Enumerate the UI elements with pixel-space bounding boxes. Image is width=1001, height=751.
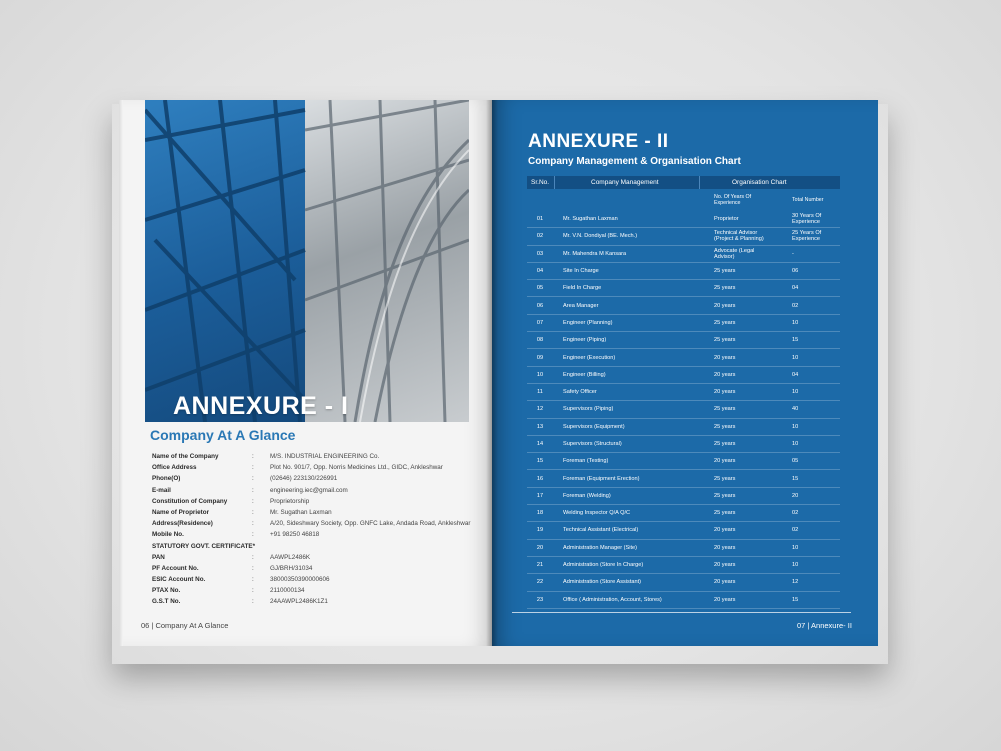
table-row: [527, 522, 840, 539]
table-row: [527, 315, 840, 332]
info-separator: :: [252, 598, 254, 606]
hero-image: [145, 100, 469, 422]
row-total-number: 15: [792, 475, 799, 482]
row-sr-no: 13: [536, 423, 544, 430]
row-total-number: 25 Years Of Experience: [792, 230, 822, 243]
row-sr-no: 20: [536, 544, 544, 551]
info-value: Proprietorship: [270, 497, 310, 505]
table-row: [527, 592, 840, 609]
row-experience: 25 years: [714, 510, 736, 517]
info-separator: :: [252, 576, 254, 584]
row-total-number: 15: [792, 337, 799, 344]
hero-title: ANNEXURE - I: [173, 392, 349, 420]
table-row: [527, 263, 840, 280]
row-sr-no: 21: [536, 562, 544, 569]
info-row: [152, 451, 482, 462]
table-row: [527, 228, 840, 245]
info-value: M/S. INDUSTRIAL ENGINEERING Co.: [270, 453, 380, 460]
row-total-number: 12: [792, 579, 799, 586]
info-separator: :: [252, 553, 254, 561]
row-experience: 20 years: [714, 562, 736, 569]
left-page: [119, 100, 492, 646]
row-position: Foreman (Equipment Erection): [563, 475, 640, 482]
left-subtitle: Company At A Glance: [150, 427, 296, 443]
table-row: [527, 540, 840, 557]
info-separator: :: [252, 531, 254, 539]
table-header: [527, 176, 840, 189]
row-sr-no: 17: [536, 492, 544, 499]
info-separator: :: [252, 486, 254, 494]
row-position: Mr. Mahendra M Kansara: [563, 250, 627, 257]
info-label: PTAX No.: [152, 587, 181, 595]
row-total-number: 05: [792, 458, 799, 465]
row-position: Area Manager: [563, 302, 599, 309]
subheader-total-number: Total Number: [792, 197, 824, 203]
info-label: Office Address: [152, 464, 197, 472]
row-total-number: 02: [792, 527, 799, 534]
steel-structure-graphic: [145, 100, 469, 422]
row-sr-no: 04: [536, 268, 544, 275]
page-edge: [119, 100, 123, 646]
info-row: [152, 462, 482, 473]
row-position: Engineer (Billing): [563, 371, 606, 378]
info-value: [270, 541, 482, 552]
info-separator: :: [252, 564, 254, 572]
row-experience: Technical Advisor (Project & Planning): [714, 230, 764, 243]
table-row: [527, 453, 840, 470]
row-position: Foreman (Welding): [563, 492, 611, 499]
right-page: [492, 100, 878, 646]
row-experience: 25 years: [714, 423, 736, 430]
row-experience: Advocate (Legal Advisor): [714, 247, 755, 260]
info-row: [152, 574, 482, 585]
row-total-number: 02: [792, 510, 799, 517]
table-row: [527, 384, 840, 401]
row-total-number: 10: [792, 319, 799, 326]
row-experience: 20 years: [714, 354, 736, 361]
table-row: [527, 246, 840, 263]
info-value: (02646) 223130/226991: [270, 475, 338, 483]
info-label: Mobile No.: [152, 531, 184, 539]
row-total-number: 10: [792, 562, 799, 569]
row-sr-no: 11: [537, 389, 543, 396]
row-position: Engineer (Piping): [563, 337, 607, 344]
row-position: Supervisors (Piping): [563, 406, 614, 413]
info-separator: :: [252, 475, 254, 483]
row-experience: 25 years: [714, 319, 736, 326]
row-position: Mr. Sugathan Laxman: [563, 216, 618, 223]
row-sr-no: 08: [536, 337, 544, 344]
table-row: [527, 574, 840, 591]
row-experience: 20 years: [714, 579, 736, 586]
info-value: Mr. Sugathan Laxman: [270, 508, 332, 516]
row-experience: 25 years: [714, 337, 736, 344]
table-row: [527, 488, 840, 505]
row-sr-no: 14: [536, 441, 544, 447]
info-label: PAN: [152, 553, 165, 561]
table-row: [527, 332, 840, 349]
row-sr-no: 01: [536, 216, 544, 223]
info-row: [152, 563, 482, 574]
table-row: [527, 367, 840, 384]
company-info-list: [152, 451, 482, 608]
info-label: E-mail: [152, 486, 171, 494]
left-footer: 06 | Company At A Glance: [141, 621, 229, 630]
row-total-number: 20: [792, 492, 799, 499]
row-experience: 25 years: [714, 441, 736, 447]
row-total-number: 15: [792, 596, 799, 603]
right-title: ANNEXURE - II: [528, 131, 669, 152]
row-experience: 20 years: [714, 371, 736, 378]
info-value: 38000350390000606: [270, 576, 330, 584]
info-label: Phone(O): [152, 475, 181, 483]
row-total-number: 10: [792, 354, 799, 361]
info-separator: :: [252, 497, 254, 505]
info-row: [152, 596, 482, 607]
table-row: [527, 401, 840, 418]
row-position: Administration (Store Assistant): [563, 579, 642, 586]
row-position: Administration Manager (Site): [563, 544, 637, 551]
info-label: Name of the Company: [152, 453, 219, 460]
footer-rule: [512, 612, 851, 613]
row-total-number: 10: [792, 389, 799, 396]
book-gutter: [486, 100, 498, 646]
info-row: [152, 485, 482, 496]
row-sr-no: 06: [536, 302, 544, 309]
row-experience: 20 years: [714, 527, 736, 534]
info-value: GJ/BRH/31034: [270, 564, 313, 572]
info-value: 24AAWPL2486K1Z1: [270, 598, 328, 606]
info-row: [152, 552, 482, 563]
info-separator: :: [252, 520, 254, 528]
row-total-number: -: [792, 250, 794, 257]
row-position: Foreman (Testing): [563, 458, 609, 465]
table-row: [527, 505, 840, 522]
row-sr-no: 05: [536, 285, 544, 292]
info-value: +91 98250 46818: [270, 531, 320, 539]
info-value: A/20, Sideshwary Society, Opp. GNFC Lake, Andada Road, Ankleshwar: [270, 520, 471, 528]
row-position: Technical Assistant (Electrical): [563, 527, 639, 534]
info-row: [152, 529, 482, 540]
info-separator: :: [252, 587, 254, 595]
header-company-management: Company Management: [591, 179, 659, 186]
row-experience: 25 years: [714, 475, 736, 482]
row-sr-no: 23: [536, 596, 544, 603]
row-position: Mr. V.N. Dondiyal (BE. Mech.): [563, 233, 638, 240]
row-position: Welding Inspector Q/A Q/C: [563, 510, 631, 517]
row-sr-no: 18: [536, 510, 544, 517]
header-sr-no: Sr.No.: [531, 179, 550, 186]
row-total-number: 10: [792, 441, 799, 447]
row-total-number: 02: [792, 302, 799, 309]
row-total-number: 40: [792, 406, 799, 413]
row-sr-no: 12: [536, 406, 544, 413]
row-sr-no: 09: [536, 354, 544, 361]
row-position: Administration (Store In Charge): [563, 562, 644, 569]
info-label: STATUTORY GOVT. CERTIFICATE*: [152, 542, 256, 550]
table-row: [527, 557, 840, 574]
info-separator: [252, 541, 270, 552]
row-experience: 25 years: [714, 406, 736, 413]
row-position: Field In Charge: [563, 285, 602, 292]
table-row: [527, 297, 840, 314]
row-sr-no: 16: [536, 475, 544, 482]
row-position: Engineer (Planning): [563, 319, 613, 326]
row-position: Engineer (Execution): [563, 354, 616, 361]
row-total-number: 30 Years Of Experience: [792, 213, 822, 226]
row-experience: 25 years: [714, 268, 736, 275]
info-row: [152, 541, 482, 552]
table-row: [527, 419, 840, 436]
info-value: engineering.iec@gmail.com: [270, 486, 348, 494]
header-organisation-chart: Organisation Chart: [732, 179, 787, 186]
table-row: [527, 436, 840, 453]
row-position: Site In Charge: [563, 268, 599, 275]
row-experience: 25 years: [714, 492, 736, 499]
info-label: Address(Residence): [152, 520, 213, 528]
info-row: [152, 496, 482, 507]
row-sr-no: 02: [536, 233, 544, 240]
info-row: [152, 507, 482, 518]
row-total-number: 06: [792, 268, 799, 275]
row-experience: 20 years: [714, 596, 736, 603]
row-sr-no: 19: [536, 527, 544, 534]
row-total-number: 10: [792, 544, 799, 551]
row-experience: 25 years: [714, 285, 736, 292]
management-table-body: [527, 211, 840, 609]
row-sr-no: 15: [536, 458, 544, 465]
info-row: [152, 473, 482, 484]
row-position: Supervisors (Structural): [563, 441, 622, 447]
row-experience: 20 years: [714, 544, 736, 551]
right-footer: 07 | Annexure- II: [797, 621, 852, 630]
row-total-number: 10: [792, 423, 799, 430]
row-position: Supervisors (Equipment): [563, 423, 625, 430]
row-sr-no: 07: [536, 319, 544, 326]
info-label: ESIC Account No.: [152, 576, 206, 584]
info-separator: :: [252, 508, 254, 516]
header-divider: [554, 176, 555, 189]
info-label: Constitution of Company: [152, 497, 228, 505]
info-row: [152, 585, 482, 596]
info-label: G.S.T No.: [152, 598, 181, 606]
info-value: Plot No. 901/7, Opp. Norris Medicines Ltd., GIDC, Ankleshwar: [270, 464, 443, 472]
row-sr-no: 03: [536, 250, 544, 257]
row-sr-no: 10: [536, 371, 544, 378]
row-position: Safety Officer: [563, 389, 597, 396]
row-experience: Proprietor: [714, 216, 739, 223]
table-row: [527, 280, 840, 297]
info-value: 2110000134: [270, 587, 305, 595]
info-row: [152, 518, 482, 529]
table-row: [527, 211, 840, 228]
row-experience: 20 years: [714, 458, 736, 465]
info-label: PF Account No.: [152, 564, 199, 572]
row-position: Office ( Administration, Account, Stores): [563, 596, 662, 603]
info-value: AAWPL2486K: [270, 553, 311, 561]
info-separator: :: [252, 453, 254, 460]
row-sr-no: 22: [536, 579, 544, 586]
info-label: Name of Proprietor: [152, 508, 210, 516]
row-experience: 20 years: [714, 389, 736, 396]
right-subtitle: Company Management & Organisation Chart: [528, 156, 741, 167]
row-total-number: 04: [792, 285, 799, 292]
table-row: [527, 349, 840, 366]
row-total-number: 04: [792, 371, 799, 378]
table-row: [527, 470, 840, 487]
subheader-experience: No. Of Years Of Experience: [714, 194, 752, 206]
header-divider: [699, 176, 700, 189]
row-experience: 20 years: [714, 302, 736, 309]
info-separator: :: [252, 464, 254, 472]
